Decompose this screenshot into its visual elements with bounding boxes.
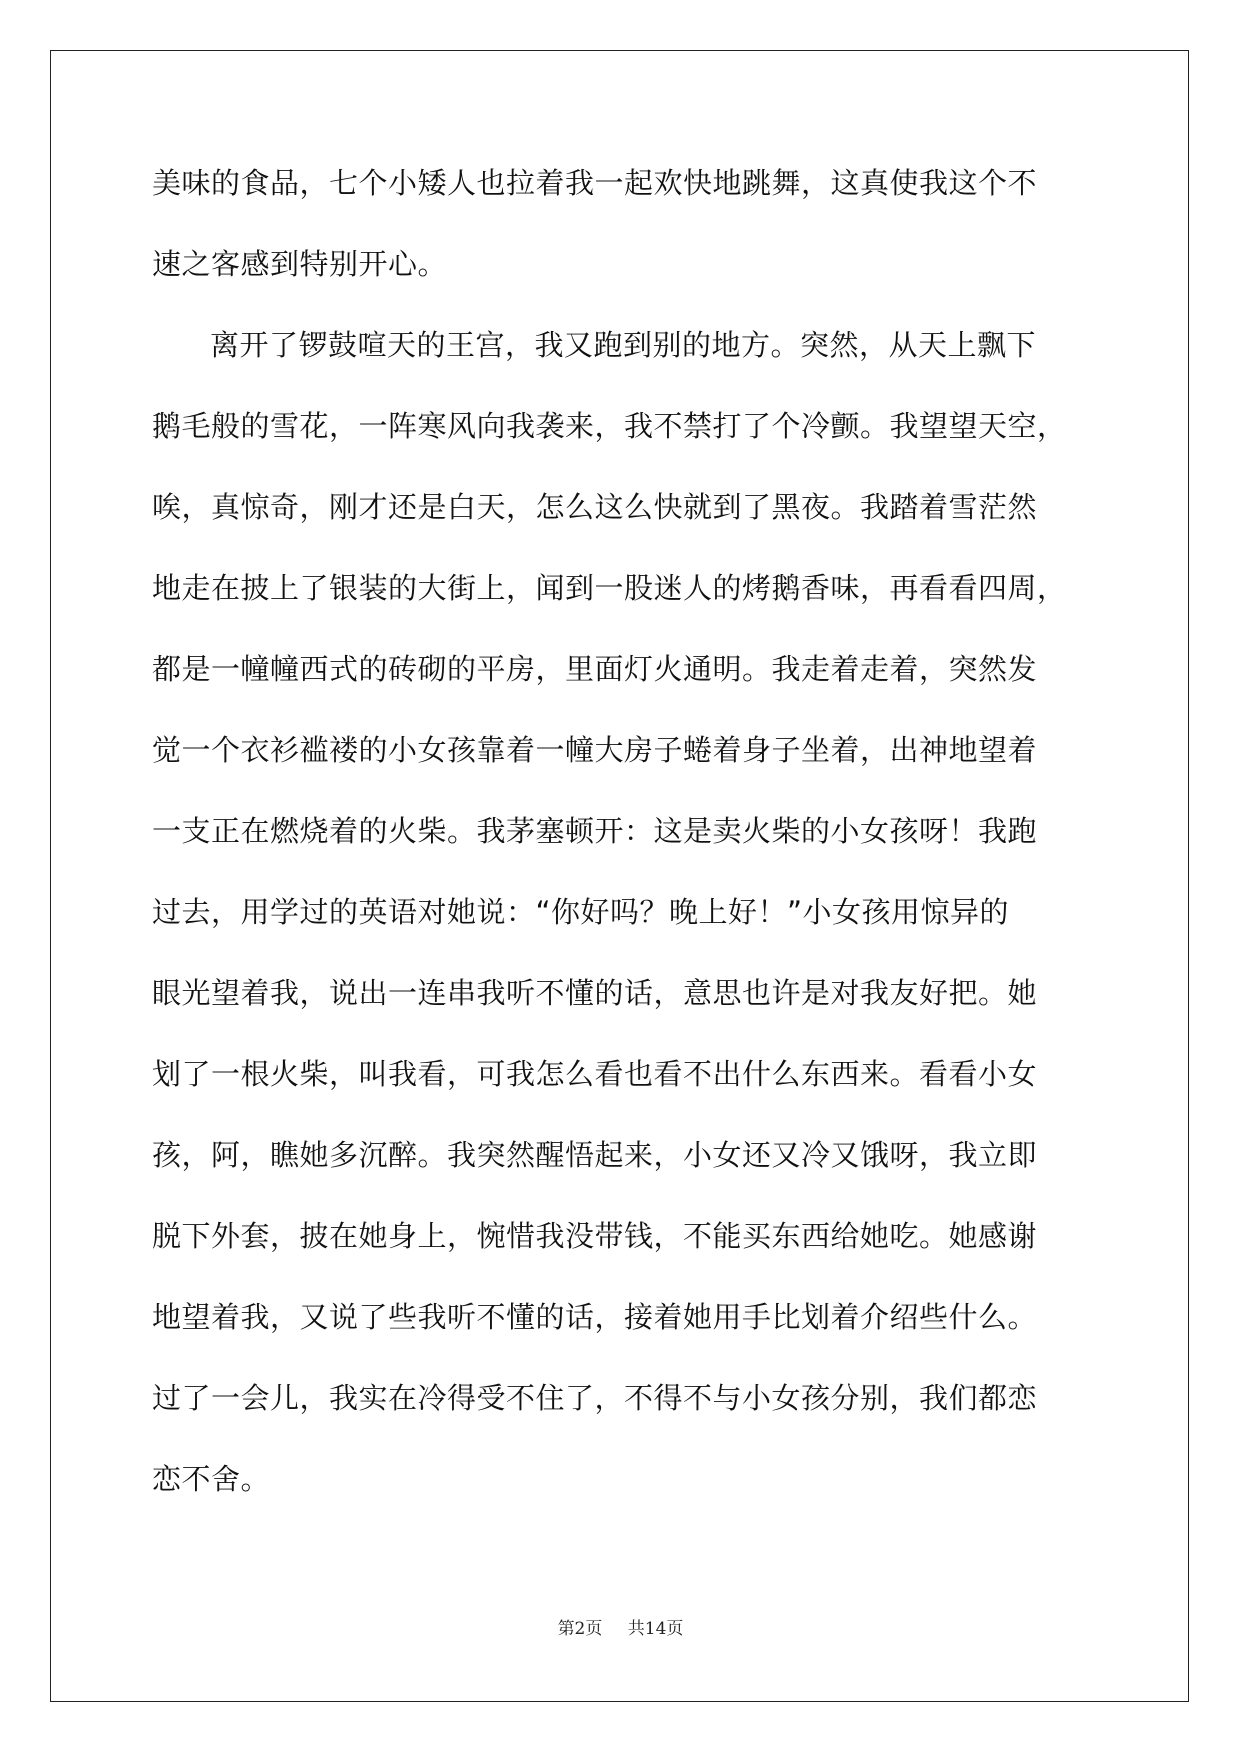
text-line: 孩，阿，瞧她多沉醉。我突然醒悟起来，小女还又冷又饿呀，我立即 [152,1138,1038,1172]
text-line: 鹅毛般的雪花，一阵寒风向我袭来，我不禁打了个冷颤。我望望天空， [152,409,1067,443]
page-footer [0,1614,1241,1639]
text-line: 过了一会儿，我实在冷得受不住了，不得不与小女孩分别，我们都恋 [152,1381,1038,1415]
text-line: 一支正在燃烧着的火柴。我茅塞顿开：这是卖火柴的小女孩呀！我跑 [152,814,1038,848]
text-line: 恋不舍。 [152,1462,271,1496]
text-line: 过去，用学过的英语对她说：“你好吗？晚上好！”小女孩用惊异的 [152,895,1010,929]
text-line: 地望着我，又说了些我听不懂的话，接着她用手比划着介绍些什么。 [152,1300,1038,1334]
text-line: 眼光望着我，说出一连串我听不懂的话，意思也许是对我友好把。她 [152,976,1038,1010]
text-line: 美味的食品，七个小矮人也拉着我一起欢快地跳舞，这真使我这个不 [152,166,1038,200]
total-pages: 共14页 [627,1619,684,1639]
paragraph-start-line: 离开了锣鼓喧天的王宫，我又跑到别的地方。突然，从天上飘下 [210,328,1037,362]
text-line: 都是一幢幢西式的砖砌的平房，里面灯火通明。我走着走着，突然发 [152,652,1038,686]
text-line: 脱下外套，披在她身上，惋惜我没带钱，不能买东西给她吃。她感谢 [152,1219,1038,1253]
text-line: 唉，真惊奇，刚才还是白天，怎么这么快就到了黑夜。我踏着雪茫然 [152,490,1038,524]
document-body [152,163,1092,1540]
page-number: 第2页 [557,1619,603,1639]
text-line: 觉一个衣衫褴褛的小女孩靠着一幢大房子蜷着身子坐着，出神地望着 [152,733,1038,767]
text-line: 划了一根火柴，叫我看，可我怎么看也看不出什么东西来。看看小女 [152,1057,1038,1091]
text-line: 速之客感到特别开心。 [152,247,448,281]
text-line: 地走在披上了银装的大街上，闻到一股迷人的烤鹅香味，再看看四周， [152,571,1067,605]
